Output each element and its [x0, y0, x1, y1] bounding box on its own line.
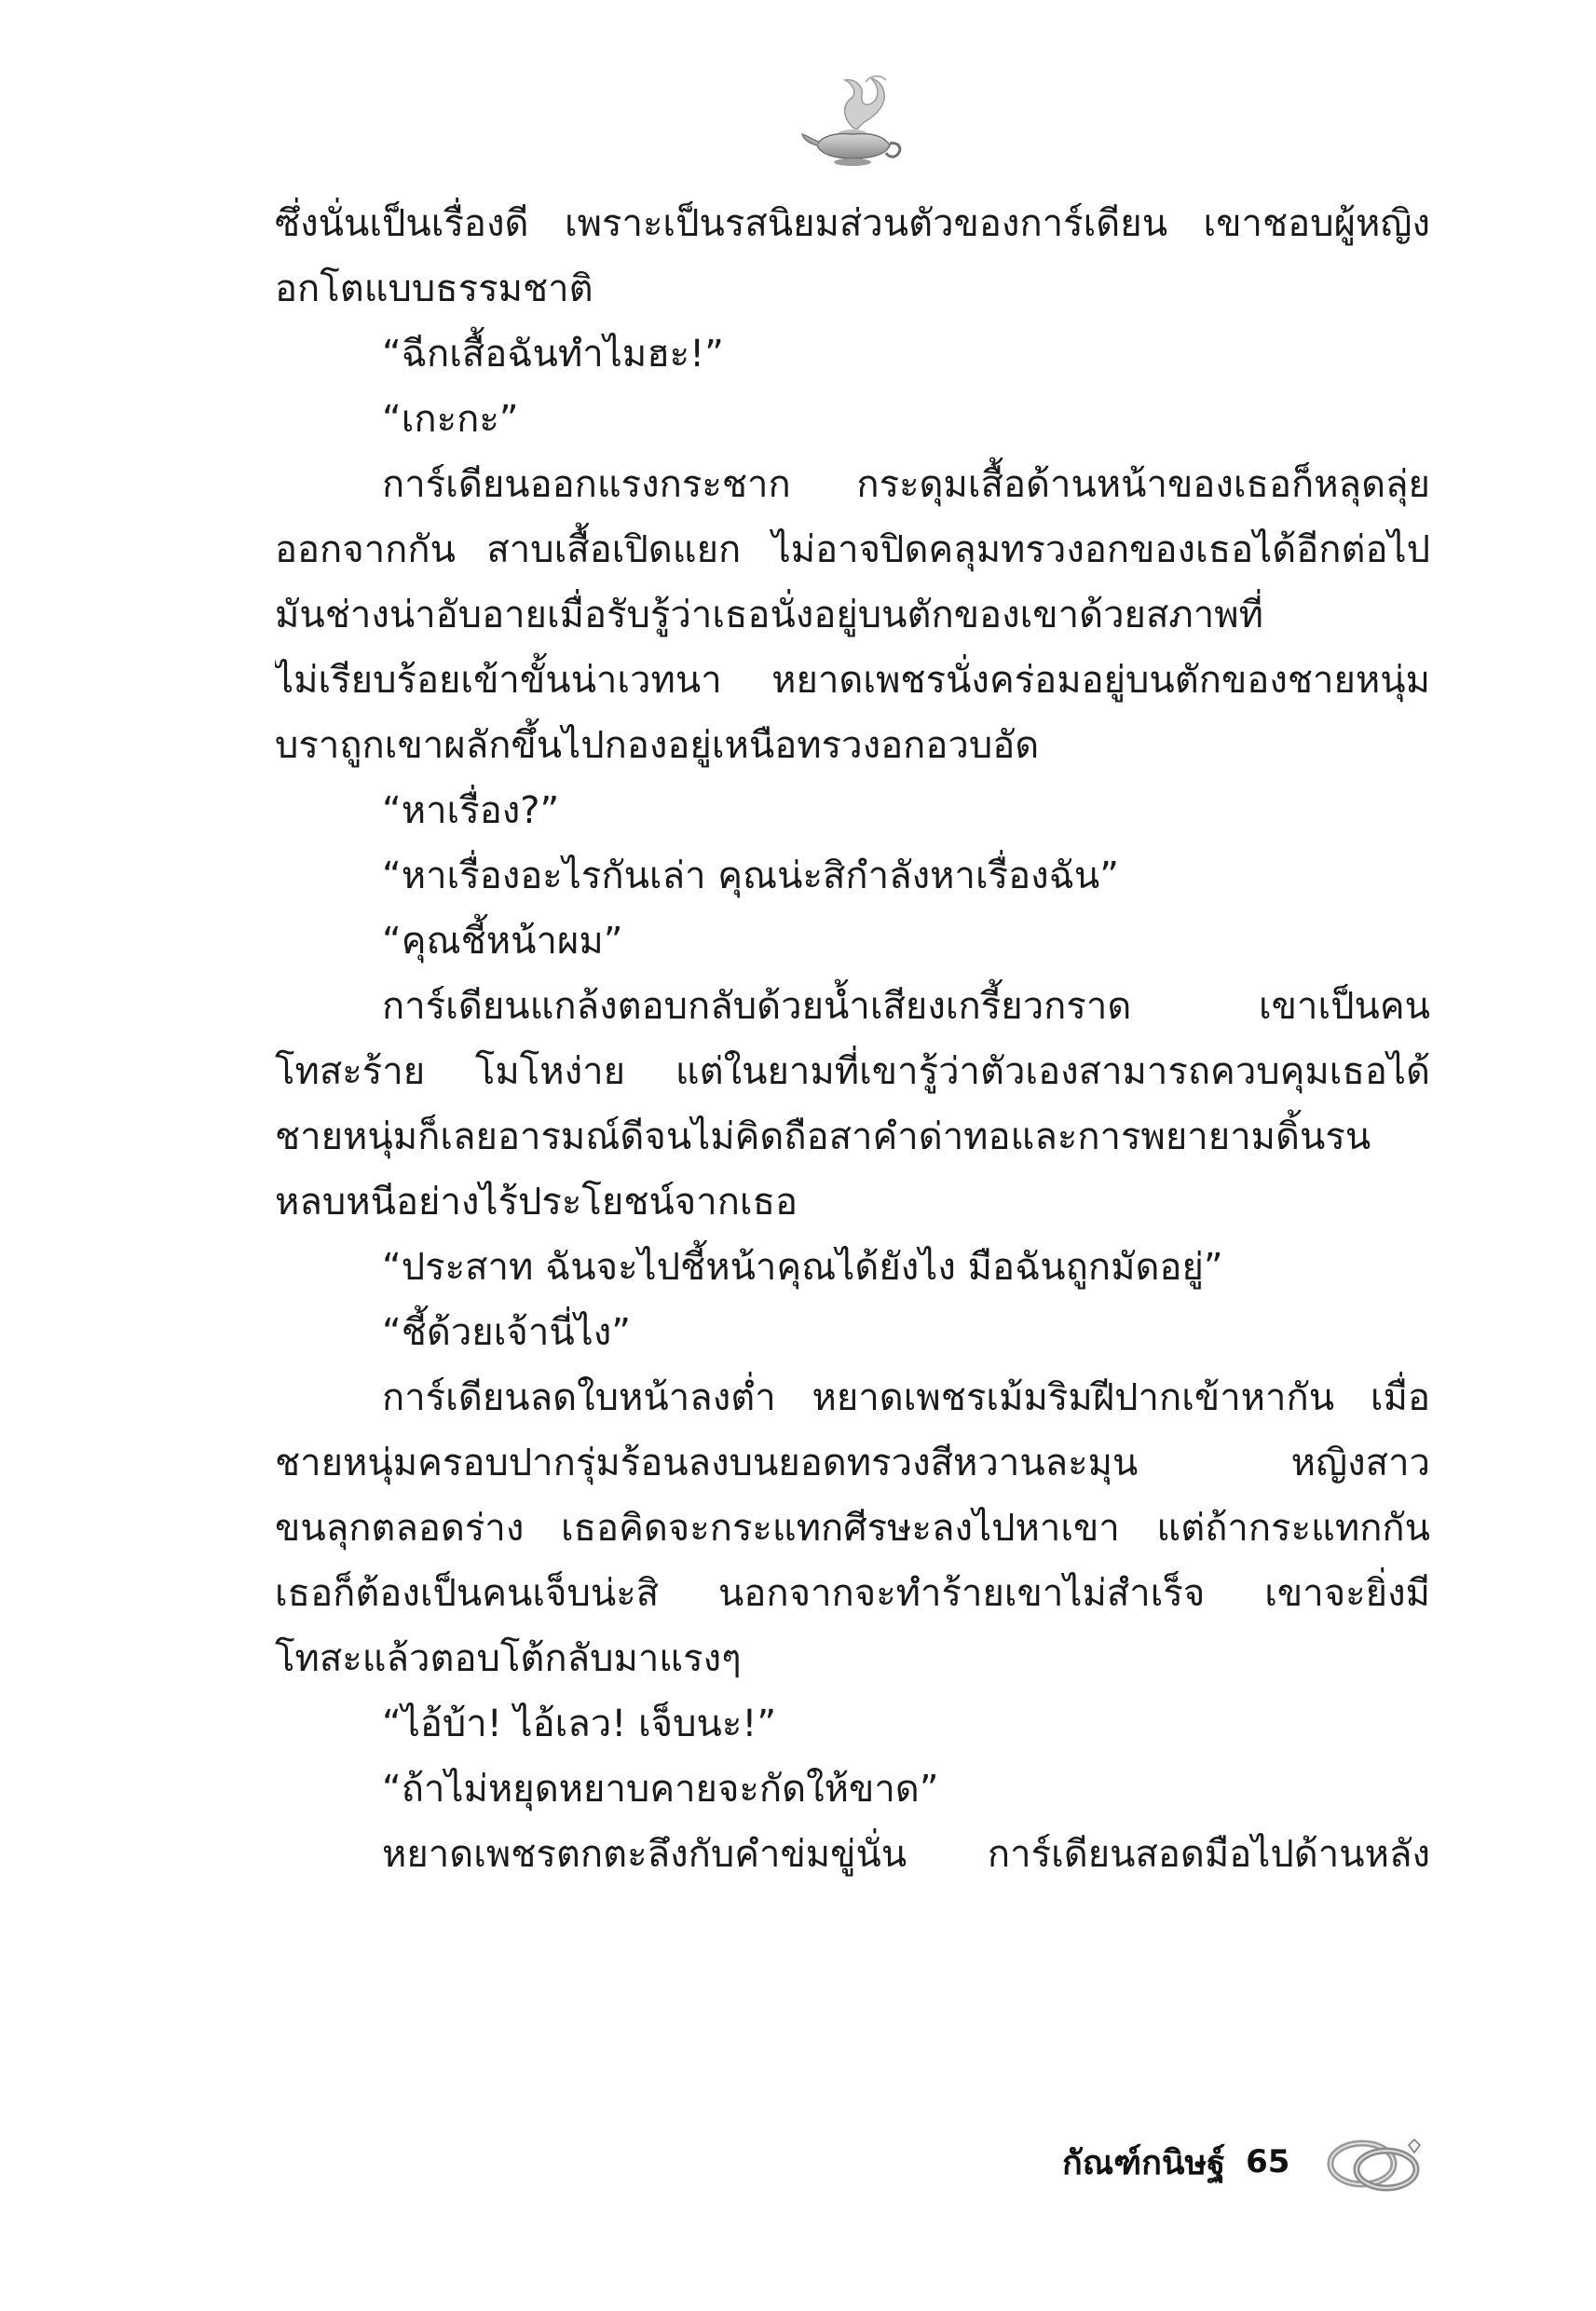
text-line: “เกะกะ” [382, 398, 519, 441]
text-line: มันช่างน่าอับอายเมื่อรับรู้ว่าเธอนั่งอยู่บนตักของเขาด้วยสภาพที่ [275, 594, 1263, 636]
text-line: “หาเรื่องอะไรกันเล่า คุณน่ะสิกำลังหาเรื่องฉัน” [382, 855, 1119, 897]
text-line: เธอก็ต้องเป็นคนเจ็บน่ะสิ นอกจากจะทำร้ายเขาไม่สำเร็จ เขาจะยิ่งมี [275, 1572, 1430, 1615]
text-line: “ถ้าไม่หยุดหยาบคายจะกัดให้ขาด” [382, 1768, 939, 1811]
text-line: “หาเรื่อง?” [382, 789, 560, 832]
text-line: อกโตแบบธรรมชาติ [275, 267, 593, 310]
book-title: กัณฑ์กนิษฐ์ [1062, 2143, 1226, 2182]
text-line: “ไอ้บ้า! ไอ้เลว! เจ็บนะ!” [382, 1702, 777, 1745]
text-line: ชายหนุ่มก็เลยอารมณ์ดีจนไม่คิดถือสาคำด่าทอและการพยายามดิ้นรน [275, 1115, 1371, 1158]
text-line: “ชี้ด้วยเจ้านี่ไง” [382, 1311, 632, 1354]
text-line: “คุณชี้หน้าผม” [382, 920, 623, 963]
text-line: การ์เดียนลดใบหน้าลงต่ำ หยาดเพชรเม้มริมฝีปากเข้าหากัน เมื่อ [382, 1376, 1430, 1419]
text-line: ออกจากกัน สาบเสื้อเปิดแยก ไม่อาจปิดคลุมทรวงอกของเธอได้อีกต่อไป [275, 528, 1430, 571]
text-line: หยาดเพชรตกตะลึงกับคำข่มขู่นั่น การ์เดียนสอดมือไปด้านหลัง [382, 1833, 1430, 1876]
text-line: บราถูกเขาผลักขึ้นไปกองอยู่เหนือทรวงอกอวบอัด [275, 724, 1040, 767]
text-line: โทสะร้าย โมโหง่าย แต่ในยามที่เขารู้ว่าตัวเองสามารถควบคุมเธอได้ [275, 1050, 1430, 1093]
wedding-rings-icon [1317, 2125, 1429, 2199]
page-number: 65 [1246, 2143, 1290, 2181]
text-line: ชายหนุ่มครอบปากรุ่มร้อนลงบนยอดทรวงสีหวานละมุน หญิงสาว [275, 1442, 1430, 1484]
text-line: การ์เดียนแกล้งตอบกลับด้วยน้ำเสียงเกรี้ยวกราด เขาเป็นคน [382, 985, 1430, 1028]
text-line: ขนลุกตลอดร่าง เธอคิดจะกระแทกศีรษะลงไปหาเขา แต่ถ้ากระแทกกัน [275, 1507, 1430, 1550]
text-line: ไม่เรียบร้อยเข้าขั้นน่าเวทนา หยาดเพชรนั่งคร่อมอยู่บนตักของชายหนุ่ม [275, 659, 1430, 702]
text-line: “ประสาท ฉันจะไปชี้หน้าคุณได้ยังไง มือฉันถูกมัดอยู่” [382, 1246, 1223, 1289]
page-footer [1062, 2125, 1429, 2199]
body-text [275, 191, 1430, 1887]
text-line: ซึ่งนั่นเป็นเรื่องดี เพราะเป็นรสนิยมส่วนตัวของการ์เดียน เขาชอบผู้หญิง [275, 202, 1430, 245]
text-line: “ฉีกเสื้อฉันทำไมฮะ!” [382, 333, 724, 376]
text-line: หลบหนีอย่างไร้ประโยชน์จากเธอ [275, 1181, 798, 1224]
genie-lamp-icon [797, 65, 908, 177]
text-line: การ์เดียนออกแรงกระชาก กระดุมเสื้อด้านหน้าของเธอก็หลุดลุ่ย [382, 463, 1430, 506]
text-line: โทสะแล้วตอบโต้กลับมาแรงๆ [275, 1637, 742, 1680]
